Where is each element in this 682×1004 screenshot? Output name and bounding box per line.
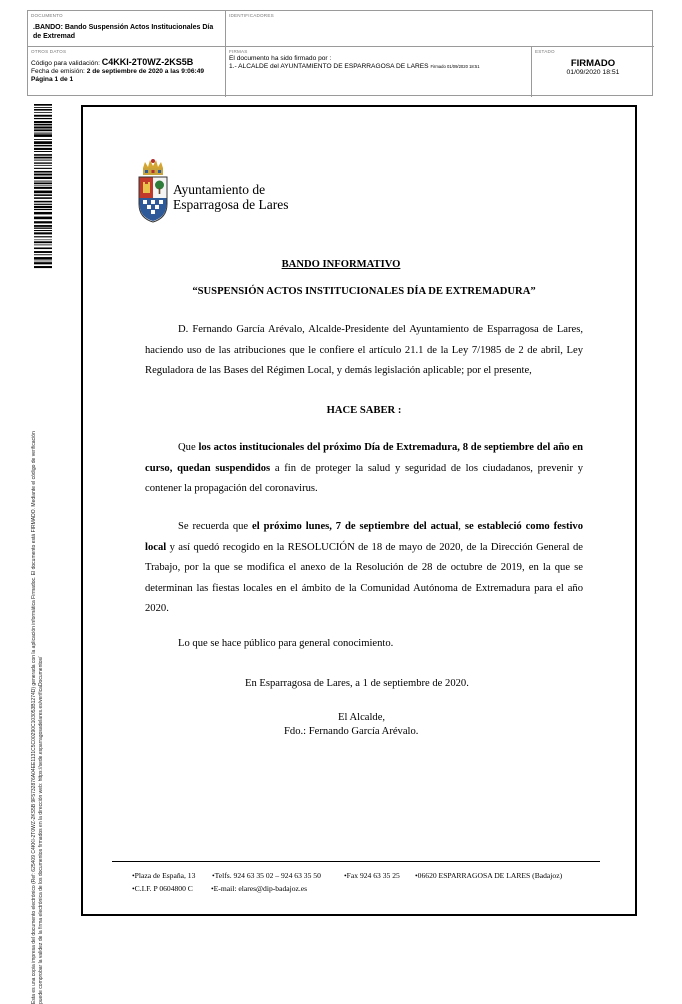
coat-of-arms-icon — [136, 158, 170, 224]
p3-text-bold-2: se estableció como festivo local — [145, 521, 584, 553]
firmante-fecha: Firmado 01/09/2020 18:51 — [430, 64, 480, 69]
document-frame — [81, 105, 637, 916]
estado-value: FIRMADO — [570, 58, 616, 69]
verification-margin-note — [31, 204, 51, 1004]
p2-text-c: a fin de proteger la salud y seguridad de los ciudadanos, prevenir y contener la propagación del coronavirus. — [145, 462, 583, 494]
codigo-label: Código para validación: — [31, 60, 100, 67]
hace-saber-heading: HACE SABER : — [326, 405, 402, 416]
p3-text-e: y así quedó recogido en la RESOLUCIÓN de 18 de mayo de 2020, de la Dirección General de Trabajo, por la que se modifica el anexo de la Resolución de 28 de octubre de 2019, en la que se determinan las fiestas locales en el ámbito de la Comunidad Autónoma de Extremadura para el año 2020. — [145, 541, 583, 614]
firmas-cell — [226, 47, 532, 97]
margin-note-line-2: puede comprobar la validez de la firma electrónica de los documentos firmados en la dirección web: https://sede.esparragosadelares.es/verificaDocumentos/ — [38, 656, 44, 1004]
page-count: Página 1 de 1 — [31, 76, 74, 83]
identificadores-cell — [226, 11, 654, 47]
estado-cell — [532, 47, 654, 97]
footer-email[interactable]: •E-mail: elares@dip-badajoz.es — [211, 884, 308, 893]
footer-address: •Plaza de España, 13 — [132, 871, 196, 880]
p3-text-c: , — [458, 521, 465, 532]
document-title: .BANDO: Bando Suspensión Actos Institucionales Día de Extremad — [33, 24, 214, 40]
otros-datos-label: OTROS DATOS — [31, 49, 67, 54]
letterhead-line-2: Esparragosa de Lares — [173, 197, 289, 212]
footer-divider — [112, 861, 600, 862]
identificadores-label: IDENTIFICADORES — [229, 13, 274, 18]
letterhead-municipality — [173, 182, 288, 212]
firmante: 1.- ALCALDE del AYUNTAMIENTO DE ESPARRAGOSA DE LARES — [229, 63, 429, 70]
signatory-name: Fdo.: Fernando García Arévalo. — [284, 726, 419, 737]
firmas-intro: El documento ha sido firmado por : — [229, 55, 332, 62]
p3-text-bold-1: el próximo lunes, 7 de septiembre del actual — [252, 521, 459, 532]
footer-fax: •Fax 924 63 35 25 — [344, 871, 400, 880]
validation-code[interactable]: C4KKI-2T0WZ-2KS5B — [101, 57, 194, 67]
intro-paragraph: D. Fernando García Arévalo, Alcalde-Presidente del Ayuntamiento de Esparragosa de Lares, haciendo uso de las atribuciones que le confiere el artículo 21.1 de la Ley 7/1985 de 2 de abril, Ley Reguladora de las Bases del Régimen Local, y demás legislación aplicable; por el presente, — [145, 324, 583, 376]
p2-text-a: Que — [178, 442, 199, 453]
documento-label: DOCUMENTO — [31, 13, 63, 18]
publication-note: Lo que se hace público para general conocimiento. — [178, 638, 394, 649]
fecha-emision-value: 2 de septiembre de 2020 a las 9:06:49 — [86, 68, 205, 75]
festivo-paragraph — [145, 517, 583, 620]
margin-note-line-1: Esta es una copia impresa del documento electrónico (Ref: 625409 C4KKI-2T0WZ-2KS5B 9F5732876A04EE1131C5C00290C103053B1274D) generada con la aplicación informática Firmadoc. El documento está FIRMADO. Mediante el código de verificación — [31, 431, 37, 1004]
fecha-emision-label: Fecha de emisión: — [31, 68, 85, 75]
p3-text-a: Se recuerda que — [178, 521, 253, 532]
bando-title: BANDO INFORMATIVO — [281, 259, 401, 270]
estado-fecha: 01/09/2020 18:51 — [566, 69, 620, 76]
letterhead-line-1: Ayuntamiento de — [173, 182, 266, 197]
footer-postal: •06620 ESPARRAGOSA DE LARES (Badajoz) — [415, 871, 563, 880]
document-metadata-table — [27, 10, 653, 96]
bando-subtitle: “SUSPENSIÓN ACTOS INSTITUCIONALES DÍA DE EXTREMADURA” — [192, 286, 536, 297]
documento-cell — [28, 11, 226, 47]
place-date: En Esparragosa de Lares, a 1 de septiembre de 2020. — [245, 678, 469, 689]
suspension-paragraph — [145, 438, 583, 500]
firmas-label: FIRMAS — [229, 49, 248, 54]
otros-datos-cell — [28, 47, 226, 97]
footer-cif: •C.I.F. P 0604800 C — [132, 884, 193, 893]
p2-text-bold: los actos institucionales del próximo Día de Extremadura, 8 de septiembre del año en curso, quedan suspendidos — [145, 442, 583, 474]
signatory-title: El Alcalde, — [338, 712, 386, 723]
footer-telfs: •Telfs. 924 63 35 02 – 924 63 35 50 — [212, 871, 321, 880]
estado-label: ESTADO — [535, 49, 555, 54]
